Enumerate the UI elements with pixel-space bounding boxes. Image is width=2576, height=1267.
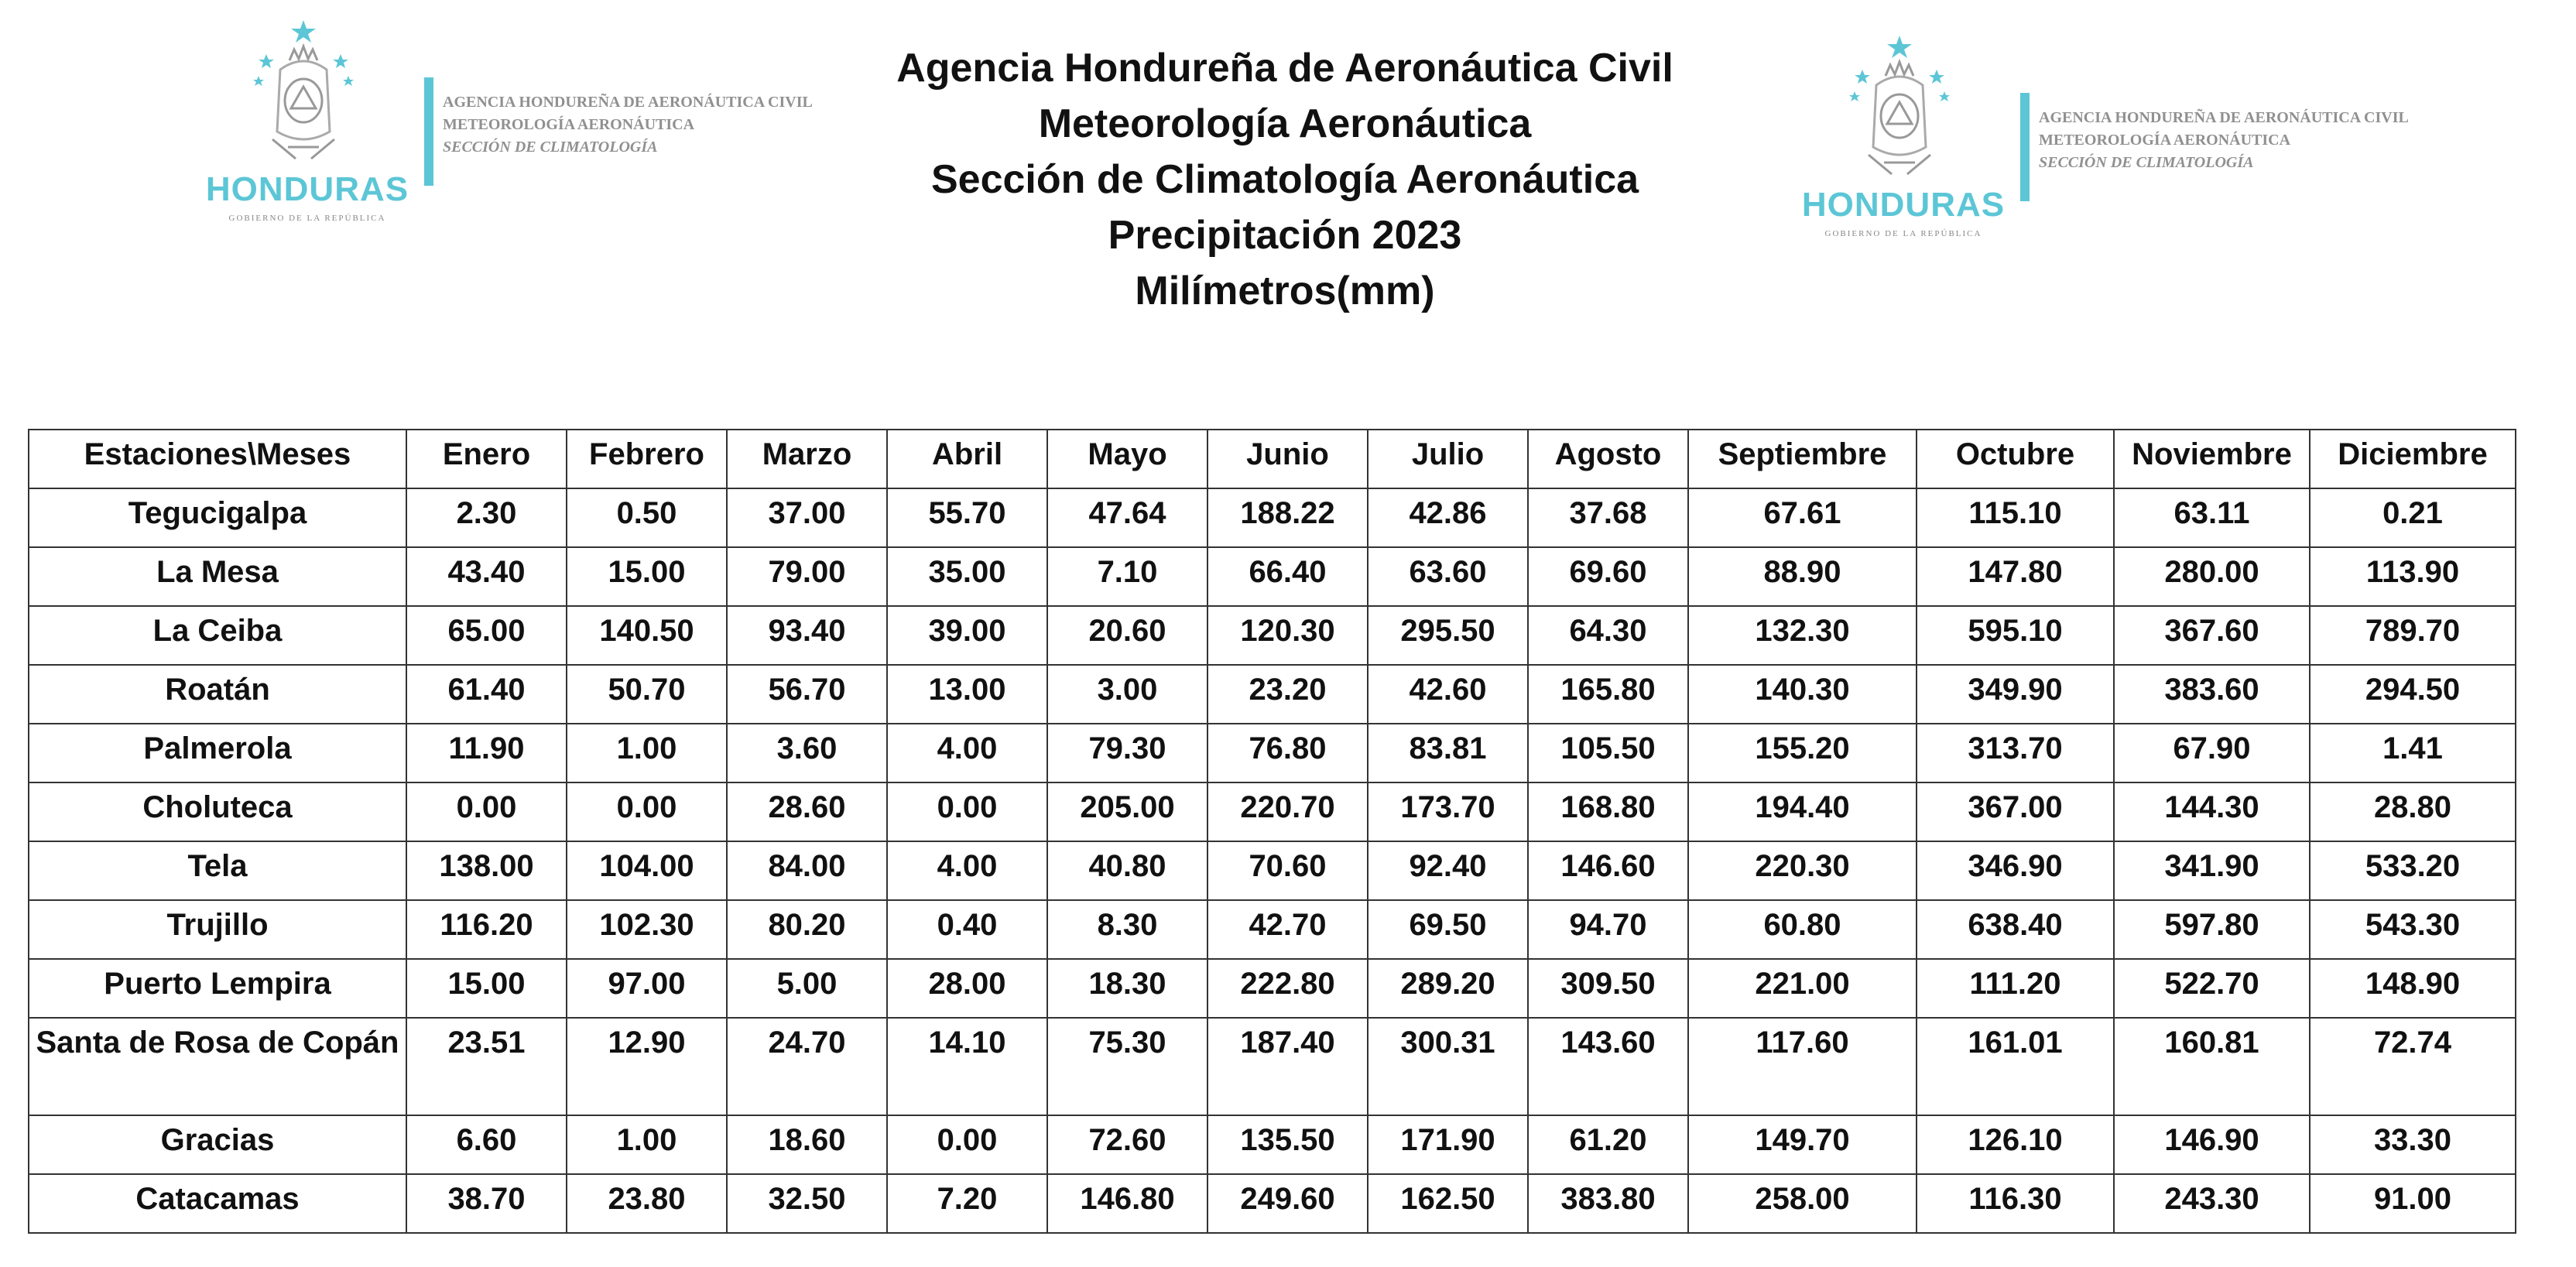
precipitation-value-cell: 84.00 — [727, 841, 887, 900]
precipitation-value-cell: 0.21 — [2310, 488, 2516, 547]
precipitation-value-cell: 0.00 — [406, 782, 567, 841]
precipitation-value-cell: 346.90 — [1917, 841, 2114, 900]
station-name-cell: Gracias — [29, 1115, 406, 1174]
logo-brand-text: HONDURAS — [1801, 186, 2006, 224]
precipitation-value-cell: 144.30 — [2114, 782, 2310, 841]
precipitation-table — [28, 429, 2516, 1234]
precipitation-value-cell: 70.60 — [1208, 841, 1368, 900]
precipitation-value-cell: 638.40 — [1917, 900, 2114, 959]
precipitation-value-cell: 83.81 — [1368, 724, 1528, 782]
precipitation-value-cell: 6.60 — [406, 1115, 567, 1174]
precipitation-value-cell: 72.74 — [2310, 1018, 2516, 1115]
precipitation-value-cell: 115.10 — [1917, 488, 2114, 547]
precipitation-value-cell: 42.86 — [1368, 488, 1528, 547]
precipitation-value-cell: 75.30 — [1047, 1018, 1208, 1115]
precipitation-value-cell: 173.70 — [1368, 782, 1528, 841]
precipitation-value-cell: 116.30 — [1917, 1174, 2114, 1233]
precipitation-value-cell: 28.80 — [2310, 782, 2516, 841]
station-name-cell: Catacamas — [29, 1174, 406, 1233]
precipitation-value-cell: 18.30 — [1047, 959, 1208, 1018]
precipitation-value-cell: 220.70 — [1208, 782, 1368, 841]
logo-agency-lines — [443, 91, 813, 159]
station-name-cell: Palmerola — [29, 724, 406, 782]
precipitation-value-cell: 126.10 — [1917, 1115, 2114, 1174]
precipitation-value-cell: 543.30 — [2310, 900, 2516, 959]
logo-line-meteorology: METEOROLOGÍA AERONÁUTICA — [2039, 132, 2291, 149]
precipitation-value-cell: 14.10 — [887, 1018, 1047, 1115]
station-name-cell: Tegucigalpa — [29, 488, 406, 547]
precipitation-value-cell: 42.60 — [1368, 665, 1528, 724]
logo-brand-text: HONDURAS — [205, 170, 409, 208]
precipitation-value-cell: 92.40 — [1368, 841, 1528, 900]
precipitation-value-cell: 4.00 — [887, 841, 1047, 900]
station-name-cell: Tela — [29, 841, 406, 900]
precipitation-value-cell: 56.70 — [727, 665, 887, 724]
logo-line-agency: AGENCIA HONDUREÑA DE AERONÁUTICA CIVIL — [443, 94, 813, 111]
logo-agency-lines — [2039, 107, 2409, 174]
station-name-cell: Puerto Lempira — [29, 959, 406, 1018]
table-row — [29, 1018, 2516, 1115]
precipitation-value-cell: 138.00 — [406, 841, 567, 900]
column-header-month: Enero — [406, 430, 567, 488]
logo-right — [1799, 31, 2409, 263]
precipitation-value-cell: 72.60 — [1047, 1115, 1208, 1174]
precipitation-value-cell: 140.50 — [567, 606, 727, 665]
precipitation-value-cell: 61.40 — [406, 665, 567, 724]
precipitation-value-cell: 222.80 — [1208, 959, 1368, 1018]
table-row — [29, 488, 2516, 547]
precipitation-value-cell: 194.40 — [1688, 782, 1917, 841]
precipitation-value-cell: 135.50 — [1208, 1115, 1368, 1174]
precipitation-value-cell: 168.80 — [1528, 782, 1688, 841]
precipitation-value-cell: 91.00 — [2310, 1174, 2516, 1233]
precipitation-value-cell: 113.90 — [2310, 547, 2516, 606]
precipitation-value-cell: 258.00 — [1688, 1174, 1917, 1233]
precipitation-value-cell: 294.50 — [2310, 665, 2516, 724]
column-header-month: Mayo — [1047, 430, 1208, 488]
precipitation-value-cell: 243.30 — [2114, 1174, 2310, 1233]
precipitation-value-cell: 146.90 — [2114, 1115, 2310, 1174]
precipitation-value-cell: 76.80 — [1208, 724, 1368, 782]
precipitation-value-cell: 55.70 — [887, 488, 1047, 547]
table-body — [29, 488, 2516, 1233]
precipitation-value-cell: 367.60 — [2114, 606, 2310, 665]
precipitation-value-cell: 37.68 — [1528, 488, 1688, 547]
precipitation-value-cell: 4.00 — [887, 724, 1047, 782]
precipitation-value-cell: 0.40 — [887, 900, 1047, 959]
precipitation-value-cell: 23.80 — [567, 1174, 727, 1233]
precipitation-value-cell: 280.00 — [2114, 547, 2310, 606]
precipitation-value-cell: 188.22 — [1208, 488, 1368, 547]
precipitation-value-cell: 349.90 — [1917, 665, 2114, 724]
table-row — [29, 547, 2516, 606]
table-row — [29, 1174, 2516, 1233]
precipitation-value-cell: 24.70 — [727, 1018, 887, 1115]
precipitation-value-cell: 104.00 — [567, 841, 727, 900]
station-name-cell: La Mesa — [29, 547, 406, 606]
table-header-row — [29, 430, 2516, 488]
precipitation-value-cell: 8.30 — [1047, 900, 1208, 959]
precipitation-value-cell: 11.90 — [406, 724, 567, 782]
column-header-month: Septiembre — [1688, 430, 1917, 488]
precipitation-value-cell: 165.80 — [1528, 665, 1688, 724]
precipitation-value-cell: 5.00 — [727, 959, 887, 1018]
document-header — [820, 40, 1749, 319]
precipitation-value-cell: 367.00 — [1917, 782, 2114, 841]
table-row — [29, 1115, 2516, 1174]
logo-line-section: SECCIÓN DE CLIMATOLOGÍA — [443, 139, 658, 156]
precipitation-value-cell: 0.00 — [567, 782, 727, 841]
coat-of-arms-icon — [1845, 31, 1954, 186]
precipitation-value-cell: 97.00 — [567, 959, 727, 1018]
precipitation-value-cell: 148.90 — [2310, 959, 2516, 1018]
precipitation-value-cell: 146.80 — [1047, 1174, 1208, 1233]
station-name-cell: Trujillo — [29, 900, 406, 959]
header-units-title: Milímetros(mm) — [1135, 269, 1435, 313]
precipitation-value-cell: 93.40 — [727, 606, 887, 665]
column-header-month: Noviembre — [2114, 430, 2310, 488]
precipitation-value-cell: 161.01 — [1917, 1018, 2114, 1115]
precipitation-value-cell: 3.00 — [1047, 665, 1208, 724]
precipitation-value-cell: 295.50 — [1368, 606, 1528, 665]
precipitation-value-cell: 64.30 — [1528, 606, 1688, 665]
table-row — [29, 959, 2516, 1018]
precipitation-value-cell: 300.31 — [1368, 1018, 1528, 1115]
precipitation-value-cell: 15.00 — [567, 547, 727, 606]
precipitation-value-cell: 155.20 — [1688, 724, 1917, 782]
precipitation-value-cell: 12.90 — [567, 1018, 727, 1115]
precipitation-value-cell: 132.30 — [1688, 606, 1917, 665]
precipitation-value-cell: 146.60 — [1528, 841, 1688, 900]
precipitation-value-cell: 61.20 — [1528, 1115, 1688, 1174]
station-name-cell: Santa de Rosa de Copán — [29, 1018, 406, 1115]
column-header-stations: Estaciones\Meses — [29, 430, 406, 488]
precipitation-value-cell: 63.11 — [2114, 488, 2310, 547]
precipitation-value-cell: 120.30 — [1208, 606, 1368, 665]
header-section-title: Sección de Climatología Aeronáutica — [930, 157, 1639, 202]
precipitation-value-cell: 160.81 — [2114, 1018, 2310, 1115]
table-row — [29, 606, 2516, 665]
header-department-title: Meteorología Aeronáutica — [1038, 101, 1532, 146]
logo-subbrand-text: GOBIERNO DE LA REPÚBLICA — [228, 214, 386, 223]
precipitation-value-cell: 111.20 — [1917, 959, 2114, 1018]
precipitation-value-cell: 789.70 — [2310, 606, 2516, 665]
logo-line-section: SECCIÓN DE CLIMATOLOGÍA — [2039, 154, 2254, 171]
precipitation-value-cell: 79.30 — [1047, 724, 1208, 782]
precipitation-value-cell: 140.30 — [1688, 665, 1917, 724]
precipitation-value-cell: 69.50 — [1368, 900, 1528, 959]
precipitation-value-cell: 2.30 — [406, 488, 567, 547]
precipitation-value-cell: 35.00 — [887, 547, 1047, 606]
table-row — [29, 782, 2516, 841]
precipitation-value-cell: 18.60 — [727, 1115, 887, 1174]
precipitation-value-cell: 40.80 — [1047, 841, 1208, 900]
precipitation-value-cell: 522.70 — [2114, 959, 2310, 1018]
precipitation-value-cell: 171.90 — [1368, 1115, 1528, 1174]
precipitation-value-cell: 50.70 — [567, 665, 727, 724]
precipitation-value-cell: 42.70 — [1208, 900, 1368, 959]
precipitation-value-cell: 28.60 — [727, 782, 887, 841]
precipitation-value-cell: 23.51 — [406, 1018, 567, 1115]
precipitation-value-cell: 162.50 — [1368, 1174, 1528, 1233]
station-name-cell: Roatán — [29, 665, 406, 724]
logo-line-agency: AGENCIA HONDUREÑA DE AERONÁUTICA CIVIL — [2039, 109, 2409, 126]
table-row — [29, 900, 2516, 959]
precipitation-value-cell: 143.60 — [1528, 1018, 1688, 1115]
table-row — [29, 665, 2516, 724]
precipitation-value-cell: 33.30 — [2310, 1115, 2516, 1174]
precipitation-value-cell: 7.10 — [1047, 547, 1208, 606]
precipitation-value-cell: 28.00 — [887, 959, 1047, 1018]
precipitation-value-cell: 533.20 — [2310, 841, 2516, 900]
table-row — [29, 724, 2516, 782]
precipitation-value-cell: 15.00 — [406, 959, 567, 1018]
precipitation-value-cell: 60.80 — [1688, 900, 1917, 959]
precipitation-value-cell: 221.00 — [1688, 959, 1917, 1018]
table-row — [29, 841, 2516, 900]
precipitation-value-cell: 102.30 — [567, 900, 727, 959]
logo-left — [203, 15, 813, 248]
precipitation-value-cell: 595.10 — [1917, 606, 2114, 665]
precipitation-value-cell: 0.50 — [567, 488, 727, 547]
precipitation-value-cell: 116.20 — [406, 900, 567, 959]
column-header-month: Octubre — [1917, 430, 2114, 488]
precipitation-value-cell: 94.70 — [1528, 900, 1688, 959]
station-name-cell: La Ceiba — [29, 606, 406, 665]
precipitation-value-cell: 79.00 — [727, 547, 887, 606]
precipitation-value-cell: 23.20 — [1208, 665, 1368, 724]
precipitation-value-cell: 3.60 — [727, 724, 887, 782]
precipitation-value-cell: 13.00 — [887, 665, 1047, 724]
precipitation-value-cell: 0.00 — [887, 782, 1047, 841]
column-header-month: Agosto — [1528, 430, 1688, 488]
precipitation-value-cell: 66.40 — [1208, 547, 1368, 606]
precipitation-value-cell: 67.90 — [2114, 724, 2310, 782]
precipitation-value-cell: 383.60 — [2114, 665, 2310, 724]
precipitation-value-cell: 38.70 — [406, 1174, 567, 1233]
precipitation-value-cell: 43.40 — [406, 547, 567, 606]
precipitation-value-cell: 289.20 — [1368, 959, 1528, 1018]
precipitation-value-cell: 47.64 — [1047, 488, 1208, 547]
logo-divider — [2020, 93, 2030, 201]
precipitation-value-cell: 383.80 — [1528, 1174, 1688, 1233]
precipitation-value-cell: 309.50 — [1528, 959, 1688, 1018]
column-header-month: Julio — [1368, 430, 1528, 488]
precipitation-value-cell: 0.00 — [887, 1115, 1047, 1174]
column-header-month: Abril — [887, 430, 1047, 488]
precipitation-value-cell: 20.60 — [1047, 606, 1208, 665]
precipitation-value-cell: 65.00 — [406, 606, 567, 665]
precipitation-value-cell: 220.30 — [1688, 841, 1917, 900]
precipitation-value-cell: 1.00 — [567, 724, 727, 782]
precipitation-value-cell: 205.00 — [1047, 782, 1208, 841]
station-name-cell: Choluteca — [29, 782, 406, 841]
precipitation-value-cell: 37.00 — [727, 488, 887, 547]
precipitation-value-cell: 313.70 — [1917, 724, 2114, 782]
precipitation-value-cell: 88.90 — [1688, 547, 1917, 606]
precipitation-value-cell: 7.20 — [887, 1174, 1047, 1233]
precipitation-value-cell: 80.20 — [727, 900, 887, 959]
precipitation-value-cell: 105.50 — [1528, 724, 1688, 782]
precipitation-value-cell: 69.60 — [1528, 547, 1688, 606]
precipitation-value-cell: 39.00 — [887, 606, 1047, 665]
logo-subbrand-text: GOBIERNO DE LA REPÚBLICA — [1824, 229, 1982, 238]
precipitation-value-cell: 1.41 — [2310, 724, 2516, 782]
header-agency-title: Agencia Hondureña de Aeronáutica Civil — [896, 46, 1673, 91]
precipitation-value-cell: 149.70 — [1688, 1115, 1917, 1174]
precipitation-value-cell: 1.00 — [567, 1115, 727, 1174]
column-header-month: Marzo — [727, 430, 887, 488]
precipitation-value-cell: 63.60 — [1368, 547, 1528, 606]
column-header-month: Febrero — [567, 430, 727, 488]
precipitation-value-cell: 249.60 — [1208, 1174, 1368, 1233]
header-report-title: Precipitación 2023 — [1108, 213, 1462, 258]
logo-divider — [424, 77, 433, 186]
precipitation-value-cell: 67.61 — [1688, 488, 1917, 547]
precipitation-value-cell: 187.40 — [1208, 1018, 1368, 1115]
precipitation-value-cell: 341.90 — [2114, 841, 2310, 900]
precipitation-value-cell: 597.80 — [2114, 900, 2310, 959]
column-header-month: Diciembre — [2310, 430, 2516, 488]
precipitation-value-cell: 32.50 — [727, 1174, 887, 1233]
column-header-month: Junio — [1208, 430, 1368, 488]
precipitation-value-cell: 117.60 — [1688, 1018, 1917, 1115]
precipitation-value-cell: 147.80 — [1917, 547, 2114, 606]
coat-of-arms-icon — [249, 15, 358, 170]
logo-line-meteorology: METEOROLOGÍA AERONÁUTICA — [443, 116, 695, 133]
